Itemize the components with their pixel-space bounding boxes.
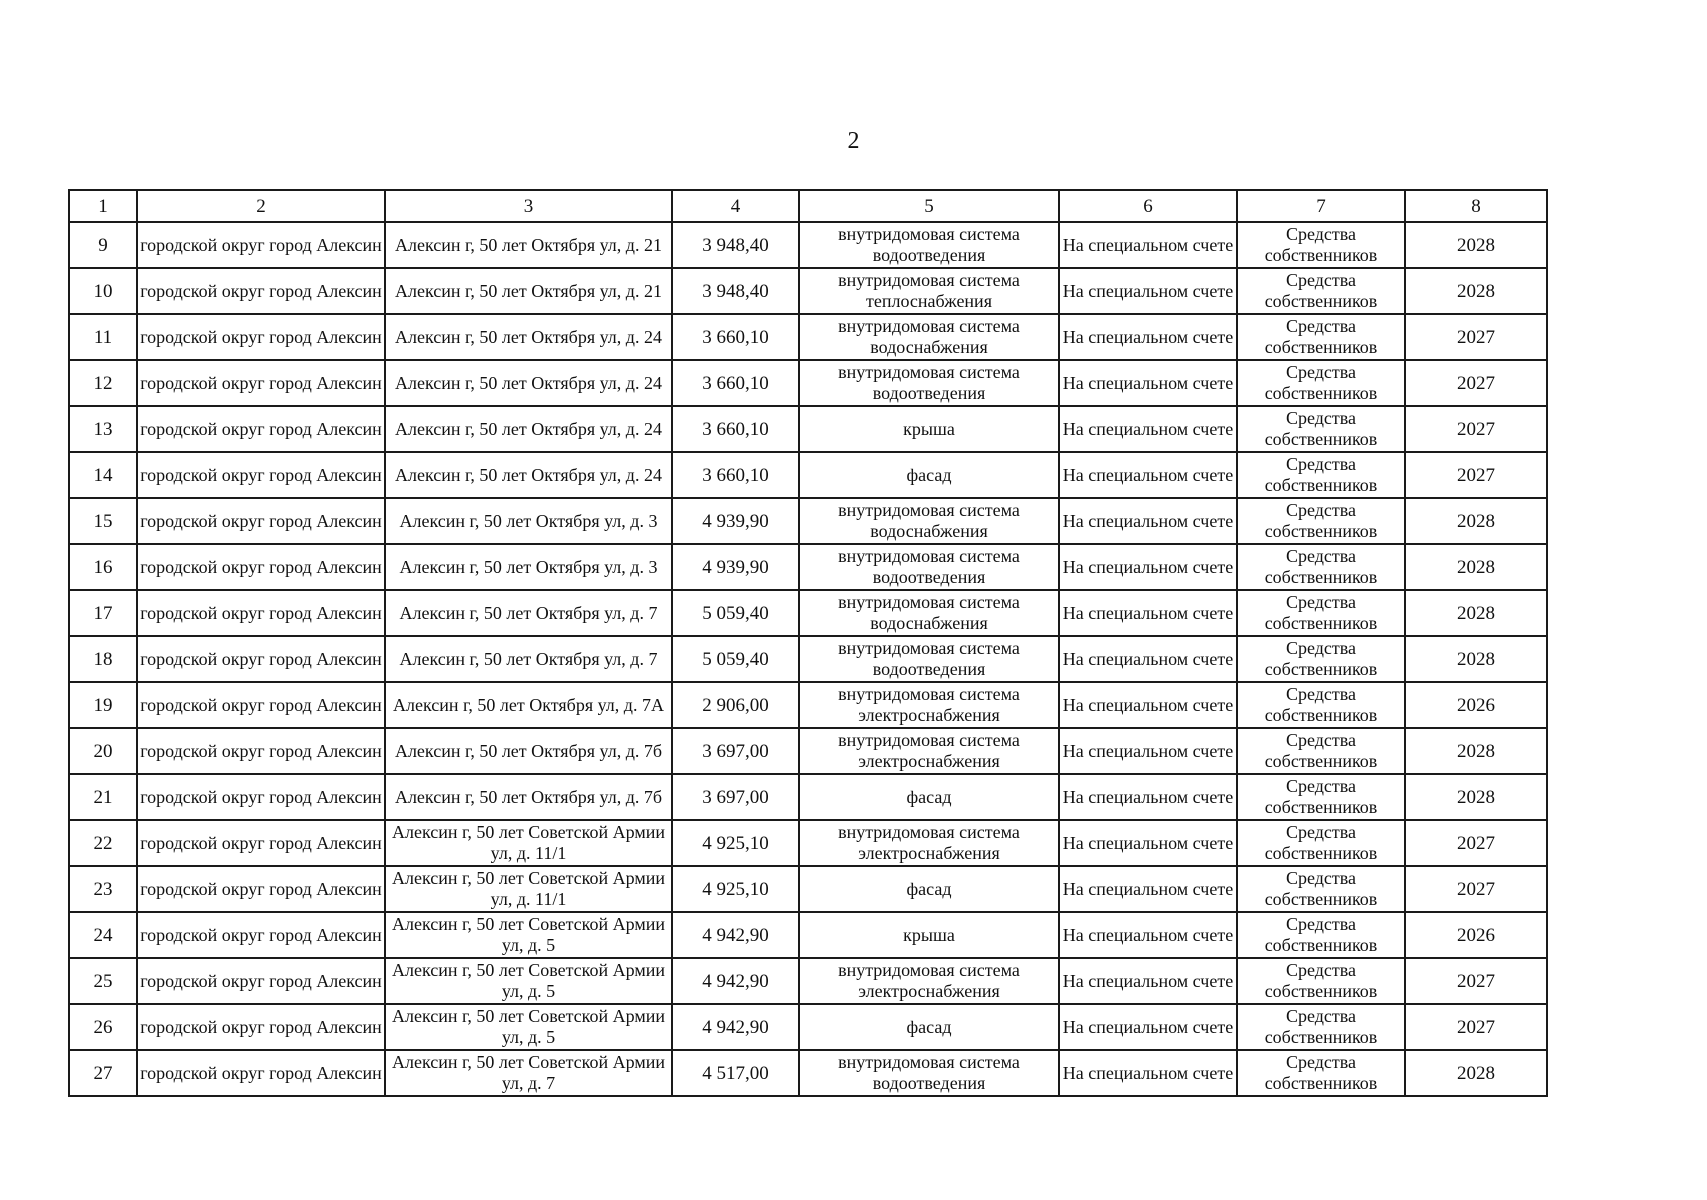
area-cell: 3 948,40 [672, 222, 799, 268]
year-cell: 2027 [1405, 958, 1547, 1004]
address-cell: Алексин г, 50 лет Октября ул, д. 7 [385, 590, 672, 636]
funding-source-cell: Средства собственников [1237, 268, 1405, 314]
repair-type-cell: внутридомовая система электроснабжения [799, 728, 1059, 774]
column-header: 1 [69, 190, 137, 222]
year-cell: 2028 [1405, 498, 1547, 544]
municipality-cell: городской округ город Алексин [137, 544, 385, 590]
address-cell: Алексин г, 50 лет Октября ул, д. 24 [385, 406, 672, 452]
table-header-row [69, 190, 1547, 222]
row-number-cell: 9 [69, 222, 137, 268]
column-header: 3 [385, 190, 672, 222]
funding-source-cell: Средства собственников [1237, 452, 1405, 498]
municipality-cell: городской округ город Алексин [137, 222, 385, 268]
funding-source-cell: Средства собственников [1237, 682, 1405, 728]
funding-source-cell: Средства собственников [1237, 912, 1405, 958]
funding-source-cell: Средства собственников [1237, 222, 1405, 268]
column-header: 5 [799, 190, 1059, 222]
address-cell: Алексин г, 50 лет Октября ул, д. 3 [385, 498, 672, 544]
row-number-cell: 20 [69, 728, 137, 774]
fund-method-cell: На специальном счете [1059, 912, 1237, 958]
repair-type-cell: фасад [799, 866, 1059, 912]
table-row [69, 268, 1547, 314]
fund-method-cell: На специальном счете [1059, 498, 1237, 544]
municipality-cell: городской округ город Алексин [137, 912, 385, 958]
fund-method-cell: На специальном счете [1059, 774, 1237, 820]
table-row [69, 498, 1547, 544]
year-cell: 2026 [1405, 682, 1547, 728]
municipality-cell: городской округ город Алексин [137, 314, 385, 360]
table-row [69, 544, 1547, 590]
address-cell: Алексин г, 50 лет Октября ул, д. 24 [385, 314, 672, 360]
address-cell: Алексин г, 50 лет Советской Армии ул, д. 11/1 [385, 820, 672, 866]
funding-source-cell: Средства собственников [1237, 1050, 1405, 1096]
row-number-cell: 16 [69, 544, 137, 590]
funding-source-cell: Средства собственников [1237, 360, 1405, 406]
funding-source-cell: Средства собственников [1237, 544, 1405, 590]
fund-method-cell: На специальном счете [1059, 406, 1237, 452]
municipality-cell: городской округ город Алексин [137, 820, 385, 866]
repair-type-cell: внутридомовая система водоотведения [799, 1050, 1059, 1096]
fund-method-cell: На специальном счете [1059, 1050, 1237, 1096]
area-cell: 3 660,10 [672, 452, 799, 498]
row-number-cell: 15 [69, 498, 137, 544]
area-cell: 4 942,90 [672, 1004, 799, 1050]
municipality-cell: городской округ город Алексин [137, 866, 385, 912]
funding-source-cell: Средства собственников [1237, 820, 1405, 866]
address-cell: Алексин г, 50 лет Советской Армии ул, д. 5 [385, 1004, 672, 1050]
area-cell: 4 925,10 [672, 820, 799, 866]
repair-type-cell: крыша [799, 912, 1059, 958]
funding-source-cell: Средства собственников [1237, 958, 1405, 1004]
column-header: 8 [1405, 190, 1547, 222]
municipality-cell: городской округ город Алексин [137, 958, 385, 1004]
area-cell: 3 697,00 [672, 728, 799, 774]
area-cell: 4 939,90 [672, 498, 799, 544]
repair-schedule-table [68, 189, 1548, 1097]
table-body [69, 222, 1547, 1096]
fund-method-cell: На специальном счете [1059, 268, 1237, 314]
row-number-cell: 11 [69, 314, 137, 360]
address-cell: Алексин г, 50 лет Советской Армии ул, д. 11/1 [385, 866, 672, 912]
area-cell: 3 697,00 [672, 774, 799, 820]
municipality-cell: городской округ город Алексин [137, 268, 385, 314]
repair-type-cell: внутридомовая система водоотведения [799, 636, 1059, 682]
year-cell: 2028 [1405, 222, 1547, 268]
address-cell: Алексин г, 50 лет Советской Армии ул, д. 7 [385, 1050, 672, 1096]
funding-source-cell: Средства собственников [1237, 590, 1405, 636]
repair-type-cell: внутридомовая система водоснабжения [799, 590, 1059, 636]
row-number-cell: 14 [69, 452, 137, 498]
fund-method-cell: На специальном счете [1059, 682, 1237, 728]
area-cell: 5 059,40 [672, 590, 799, 636]
year-cell: 2028 [1405, 1050, 1547, 1096]
year-cell: 2028 [1405, 544, 1547, 590]
table-row [69, 728, 1547, 774]
municipality-cell: городской округ город Алексин [137, 636, 385, 682]
area-cell: 3 660,10 [672, 406, 799, 452]
table-row [69, 682, 1547, 728]
address-cell: Алексин г, 50 лет Октября ул, д. 3 [385, 544, 672, 590]
address-cell: Алексин г, 50 лет Октября ул, д. 7 [385, 636, 672, 682]
funding-source-cell: Средства собственников [1237, 498, 1405, 544]
row-number-cell: 18 [69, 636, 137, 682]
page-number: 2 [847, 128, 860, 154]
area-cell: 4 942,90 [672, 958, 799, 1004]
table-row [69, 452, 1547, 498]
municipality-cell: городской округ город Алексин [137, 406, 385, 452]
municipality-cell: городской округ город Алексин [137, 728, 385, 774]
municipality-cell: городской округ город Алексин [137, 774, 385, 820]
row-number-cell: 12 [69, 360, 137, 406]
column-header: 7 [1237, 190, 1405, 222]
address-cell: Алексин г, 50 лет Октября ул, д. 21 [385, 222, 672, 268]
year-cell: 2028 [1405, 774, 1547, 820]
year-cell: 2028 [1405, 268, 1547, 314]
repair-type-cell: внутридомовая система водоотведения [799, 544, 1059, 590]
table-row [69, 590, 1547, 636]
row-number-cell: 13 [69, 406, 137, 452]
row-number-cell: 22 [69, 820, 137, 866]
table-row [69, 360, 1547, 406]
row-number-cell: 26 [69, 1004, 137, 1050]
area-cell: 3 948,40 [672, 268, 799, 314]
repair-type-cell: внутридомовая система водоснабжения [799, 498, 1059, 544]
repair-type-cell: внутридомовая система водоотведения [799, 222, 1059, 268]
fund-method-cell: На специальном счете [1059, 222, 1237, 268]
year-cell: 2027 [1405, 360, 1547, 406]
fund-method-cell: На специальном счете [1059, 820, 1237, 866]
address-cell: Алексин г, 50 лет Советской Армии ул, д. 5 [385, 912, 672, 958]
address-cell: Алексин г, 50 лет Октября ул, д. 7А [385, 682, 672, 728]
address-cell: Алексин г, 50 лет Октября ул, д. 24 [385, 452, 672, 498]
repair-type-cell: внутридомовая система теплоснабжения [799, 268, 1059, 314]
repair-type-cell: внутридомовая система электроснабжения [799, 958, 1059, 1004]
funding-source-cell: Средства собственников [1237, 406, 1405, 452]
municipality-cell: городской округ город Алексин [137, 498, 385, 544]
row-number-cell: 25 [69, 958, 137, 1004]
table-row [69, 406, 1547, 452]
year-cell: 2027 [1405, 820, 1547, 866]
funding-source-cell: Средства собственников [1237, 866, 1405, 912]
table-row [69, 1004, 1547, 1050]
fund-method-cell: На специальном счете [1059, 1004, 1237, 1050]
address-cell: Алексин г, 50 лет Советской Армии ул, д. 5 [385, 958, 672, 1004]
area-cell: 4 925,10 [672, 866, 799, 912]
repair-type-cell: фасад [799, 1004, 1059, 1050]
area-cell: 3 660,10 [672, 314, 799, 360]
fund-method-cell: На специальном счете [1059, 636, 1237, 682]
column-header: 2 [137, 190, 385, 222]
repair-type-cell: внутридомовая система электроснабжения [799, 820, 1059, 866]
municipality-cell: городской округ город Алексин [137, 682, 385, 728]
year-cell: 2027 [1405, 866, 1547, 912]
area-cell: 2 906,00 [672, 682, 799, 728]
table-row [69, 912, 1547, 958]
year-cell: 2028 [1405, 636, 1547, 682]
repair-type-cell: фасад [799, 452, 1059, 498]
fund-method-cell: На специальном счете [1059, 958, 1237, 1004]
funding-source-cell: Средства собственников [1237, 1004, 1405, 1050]
area-cell: 4 939,90 [672, 544, 799, 590]
funding-source-cell: Средства собственников [1237, 728, 1405, 774]
row-number-cell: 23 [69, 866, 137, 912]
year-cell: 2028 [1405, 728, 1547, 774]
year-cell: 2027 [1405, 314, 1547, 360]
funding-source-cell: Средства собственников [1237, 314, 1405, 360]
year-cell: 2026 [1405, 912, 1547, 958]
area-cell: 4 517,00 [672, 1050, 799, 1096]
year-cell: 2028 [1405, 590, 1547, 636]
row-number-cell: 27 [69, 1050, 137, 1096]
row-number-cell: 10 [69, 268, 137, 314]
column-header: 4 [672, 190, 799, 222]
fund-method-cell: На специальном счете [1059, 314, 1237, 360]
row-number-cell: 17 [69, 590, 137, 636]
table-row [69, 222, 1547, 268]
address-cell: Алексин г, 50 лет Октября ул, д. 21 [385, 268, 672, 314]
year-cell: 2027 [1405, 452, 1547, 498]
repair-type-cell: крыша [799, 406, 1059, 452]
table-row [69, 636, 1547, 682]
table-row [69, 774, 1547, 820]
repair-type-cell: внутридомовая система водоотведения [799, 360, 1059, 406]
area-cell: 3 660,10 [672, 360, 799, 406]
table-row [69, 866, 1547, 912]
table-row [69, 314, 1547, 360]
repair-type-cell: внутридомовая система электроснабжения [799, 682, 1059, 728]
municipality-cell: городской округ город Алексин [137, 1050, 385, 1096]
year-cell: 2027 [1405, 1004, 1547, 1050]
address-cell: Алексин г, 50 лет Октября ул, д. 7б [385, 728, 672, 774]
fund-method-cell: На специальном счете [1059, 544, 1237, 590]
area-cell: 5 059,40 [672, 636, 799, 682]
row-number-cell: 21 [69, 774, 137, 820]
fund-method-cell: На специальном счете [1059, 360, 1237, 406]
fund-method-cell: На специальном счете [1059, 590, 1237, 636]
municipality-cell: городской округ город Алексин [137, 452, 385, 498]
funding-source-cell: Средства собственников [1237, 636, 1405, 682]
row-number-cell: 19 [69, 682, 137, 728]
fund-method-cell: На специальном счете [1059, 452, 1237, 498]
municipality-cell: городской округ город Алексин [137, 1004, 385, 1050]
repair-type-cell: внутридомовая система водоснабжения [799, 314, 1059, 360]
column-header: 6 [1059, 190, 1237, 222]
address-cell: Алексин г, 50 лет Октября ул, д. 24 [385, 360, 672, 406]
row-number-cell: 24 [69, 912, 137, 958]
year-cell: 2027 [1405, 406, 1547, 452]
area-cell: 4 942,90 [672, 912, 799, 958]
fund-method-cell: На специальном счете [1059, 866, 1237, 912]
municipality-cell: городской округ город Алексин [137, 590, 385, 636]
table-row [69, 1050, 1547, 1096]
fund-method-cell: На специальном счете [1059, 728, 1237, 774]
table-row [69, 958, 1547, 1004]
address-cell: Алексин г, 50 лет Октября ул, д. 7б [385, 774, 672, 820]
funding-source-cell: Средства собственников [1237, 774, 1405, 820]
table-row [69, 820, 1547, 866]
municipality-cell: городской округ город Алексин [137, 360, 385, 406]
repair-type-cell: фасад [799, 774, 1059, 820]
